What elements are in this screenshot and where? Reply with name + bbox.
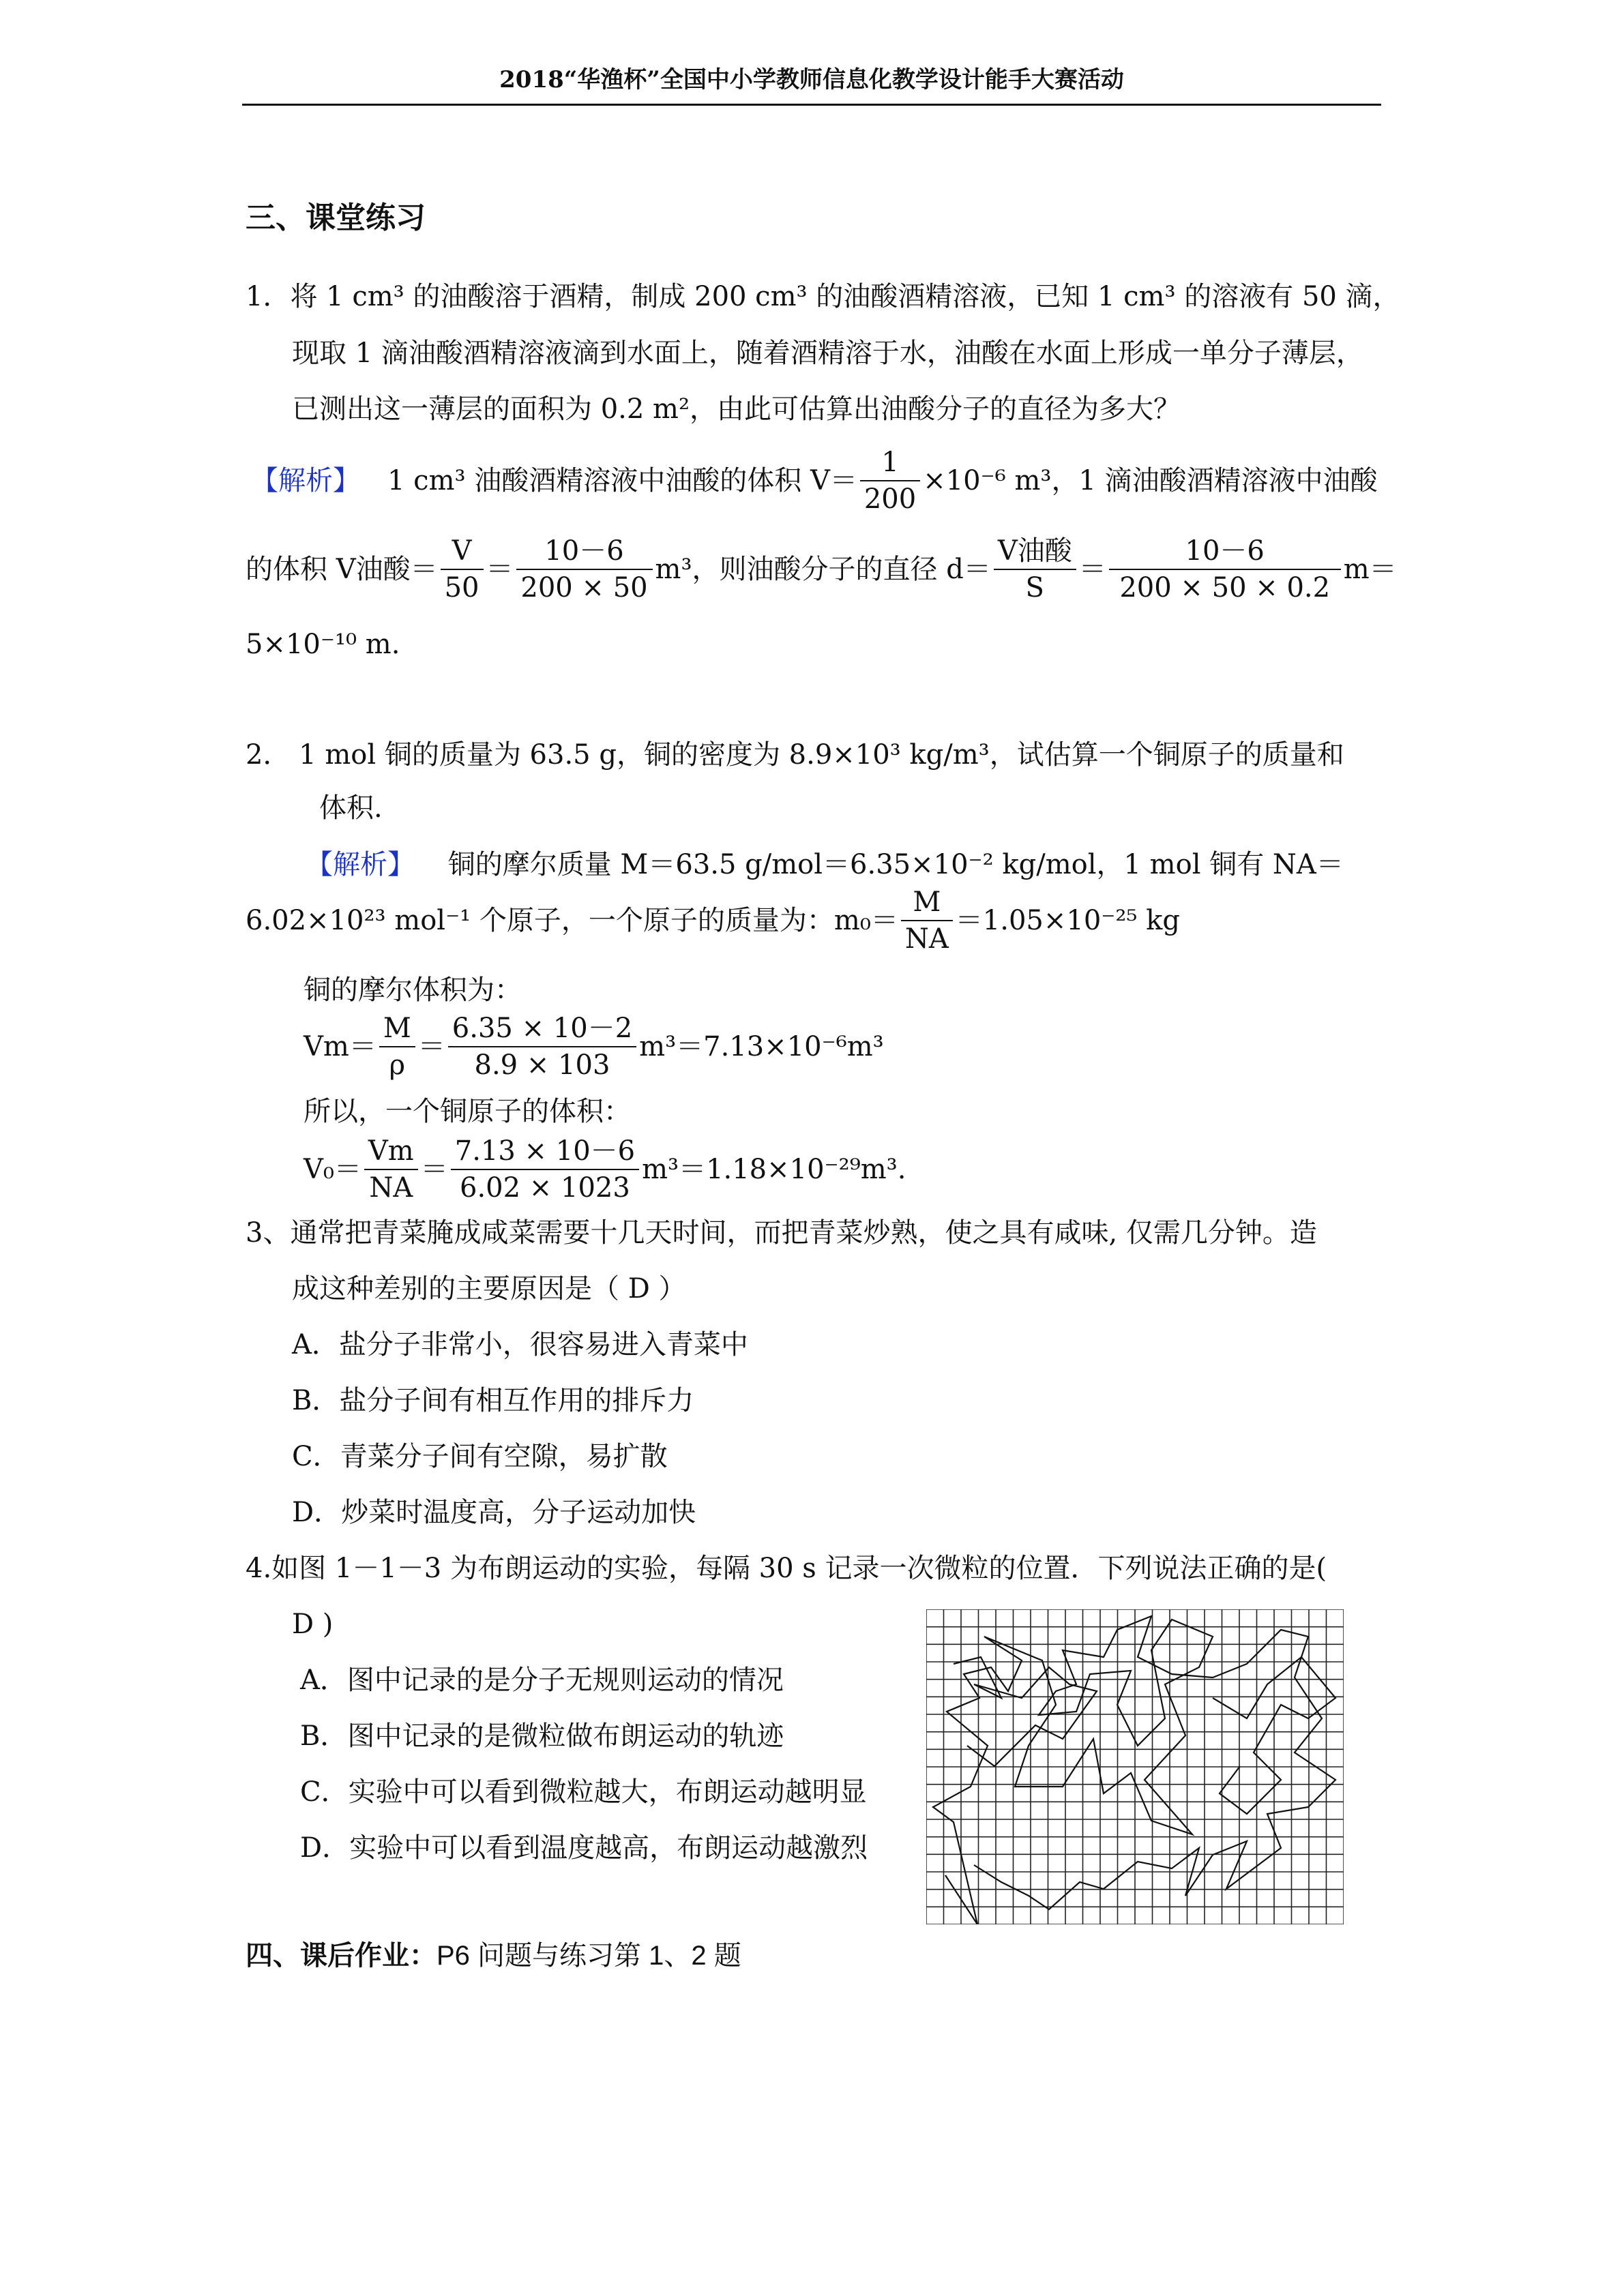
equals-sign: ＝ (420, 1154, 448, 1185)
q2-frac-m-rho (379, 1015, 415, 1079)
q2-answer-line2 (246, 883, 1180, 958)
frac-den: NA (369, 1172, 413, 1204)
q2-frac-vm-na (364, 1137, 418, 1202)
homework-line (246, 1939, 741, 1971)
equals-sign: ＝ (417, 1031, 445, 1062)
q3-option-d: D．炒菜时温度高，分子运动加快 (292, 1497, 696, 1528)
q2-answer-line1 (306, 851, 1344, 878)
frac-den: 6.02 × 1023 (460, 1172, 630, 1204)
q4-line2: D ) (292, 1609, 334, 1640)
frac-den: 200 × 50 × 0.2 (1119, 572, 1331, 603)
q3-line2: 成这种差别的主要原因是（ D ） (292, 1273, 686, 1304)
frac-den: NA (904, 923, 949, 955)
frac-num: V油酸 (994, 537, 1076, 570)
q2-a1-text: 铜的摩尔质量 M＝63.5 g/mol＝6.35×10⁻² kg/mol，1 mol 铜有 NA＝ (447, 849, 1344, 880)
frac-den: S (1025, 572, 1044, 603)
q1-frac-num: 1 (860, 449, 920, 481)
q2-line1: 2． 1 mol 铜的质量为 63.5 g，铜的密度为 8.9×10³ kg/m³，试估算一个铜原子的质量和 (246, 739, 1344, 771)
page-header: 2018“华渔杯”全国中小学教师信息化教学设计能手大赛活动 (499, 66, 1124, 93)
q3-line1: 3、通常把青菜腌成咸菜需要十几天时间，而把青菜炒熟，使之具有咸味, 仅需几分钟。造 (246, 1217, 1317, 1249)
q1-answer-line1 (251, 443, 1378, 518)
q4-line1: 4.如图 1－1－3 为布朗运动的实验，每隔 30 s 记录一次微粒的位置．下列说法正确的是( (246, 1553, 1327, 1584)
q2-answer-line3: 铜的摩尔体积为： (304, 974, 522, 1006)
q1-line3: 已测出这一薄层的面积为 0.2 m²，由此可估算出油酸分子的直径为多大？ (292, 393, 1181, 425)
q2-answer-line4 (304, 1009, 884, 1084)
q2-frac-m-na (901, 886, 953, 955)
brownian-motion-figure (926, 1609, 1344, 1924)
q1-answer-line3: 5×10⁻¹⁰ m. (246, 629, 400, 660)
frac-den: ρ (389, 1049, 406, 1081)
q4-option-b: B．图中记录的是微粒做布朗运动的轨迹 (300, 1720, 784, 1752)
q4-option-c: C．实验中可以看到微粒越大，布朗运动越明显 (300, 1776, 867, 1808)
q4-option-a: A．图中记录的是分子无规则运动的情况 (300, 1665, 784, 1696)
q1-a2-lead: 的体积 V油酸＝ (246, 554, 438, 585)
q2-a2-tail: ＝1.05×10⁻²⁵ kg (955, 905, 1181, 936)
q3-option-b: B．盐分子间有相互作用的排斥力 (292, 1385, 694, 1416)
homework-text: P6 问题与练习第 1、2 题 (437, 1941, 741, 1971)
q1-a1-tail: ×10⁻⁶ m³，1 滴油酸酒精溶液中油酸 (923, 465, 1378, 496)
frac-num: 6.35 × 10－2 (448, 1015, 636, 1047)
q1-frac-den: 200 (863, 483, 917, 515)
q4-option-d: D．实验中可以看到温度越高，布朗运动越激烈 (300, 1832, 868, 1864)
header-rule (242, 104, 1381, 106)
q1-jiexi-label: 【解析】 (251, 465, 360, 496)
frac-num: V (441, 537, 484, 570)
brownian-trajectory (933, 1616, 1335, 1924)
q2-frac-atom-volume (451, 1137, 639, 1202)
q1-a1-text: 1 cm³ 油酸酒精溶液中油酸的体积 V＝ (387, 465, 857, 496)
figure-grid (926, 1609, 1344, 1924)
q2-answer-line6 (304, 1132, 906, 1207)
equals-sign: ＝ (1078, 554, 1106, 585)
q2-a4-lead: Vm＝ (304, 1031, 377, 1062)
q1-frac-volume (516, 537, 653, 601)
q2-a2-text: 6.02×10²³ mol⁻¹ 个原子，一个原子的质量为：m₀＝ (246, 905, 898, 936)
frac-num: 10－6 (1109, 537, 1341, 570)
frac-num: 10－6 (516, 537, 653, 570)
frac-den: 8.9 × 103 (474, 1049, 610, 1081)
q2-a4-tail: m³＝7.13×10⁻⁶m³ (639, 1031, 884, 1062)
q1-frac-diameter (1109, 537, 1341, 601)
q1-frac-v-s (994, 537, 1076, 601)
q1-line1: 1．将 1 cm³ 的油酸溶于酒精，制成 200 cm³ 的油酸酒精溶液，已知 1 cm³ 的溶液有 50 滴， (246, 281, 1400, 312)
q2-line2: 体积. (319, 792, 383, 824)
q1-frac-v-50 (441, 537, 484, 601)
frac-num: Vm (364, 1137, 418, 1170)
section-title-homework: 四、课后作业： (246, 1939, 437, 1971)
q1-a2-tail: m＝ (1343, 554, 1397, 585)
q3-option-a: A．盐分子非常小，很容易进入青菜中 (292, 1329, 748, 1360)
frac-num: M (379, 1015, 415, 1047)
frac-den: 200 × 50 (520, 572, 648, 603)
q2-a6-lead: V₀＝ (304, 1154, 361, 1185)
q2-jiexi-label: 【解析】 (306, 849, 415, 880)
equals-sign: ＝ (486, 554, 514, 585)
q1-fraction-v (860, 449, 920, 513)
q1-a2-mid: m³，则油酸分子的直径 d＝ (655, 554, 991, 585)
q3-option-c: C．青菜分子间有空隙，易扩散 (292, 1441, 668, 1472)
frac-den: 50 (444, 572, 479, 603)
q1-answer-line2 (246, 532, 1397, 607)
q2-answer-line5: 所以，一个铜原子的体积： (304, 1096, 631, 1127)
q2-frac-molar-volume (448, 1015, 636, 1079)
section-title-practice: 三、课堂练习 (246, 200, 426, 235)
frac-num: 7.13 × 10－6 (451, 1137, 639, 1170)
q1-line2: 现取 1 滴油酸酒精溶液滴到水面上，随着酒精溶于水，油酸在水面上形成一单分子薄层， (292, 338, 1363, 369)
frac-num: M (901, 889, 953, 921)
q2-a6-tail: m³＝1.18×10⁻²⁹m³. (642, 1154, 906, 1185)
